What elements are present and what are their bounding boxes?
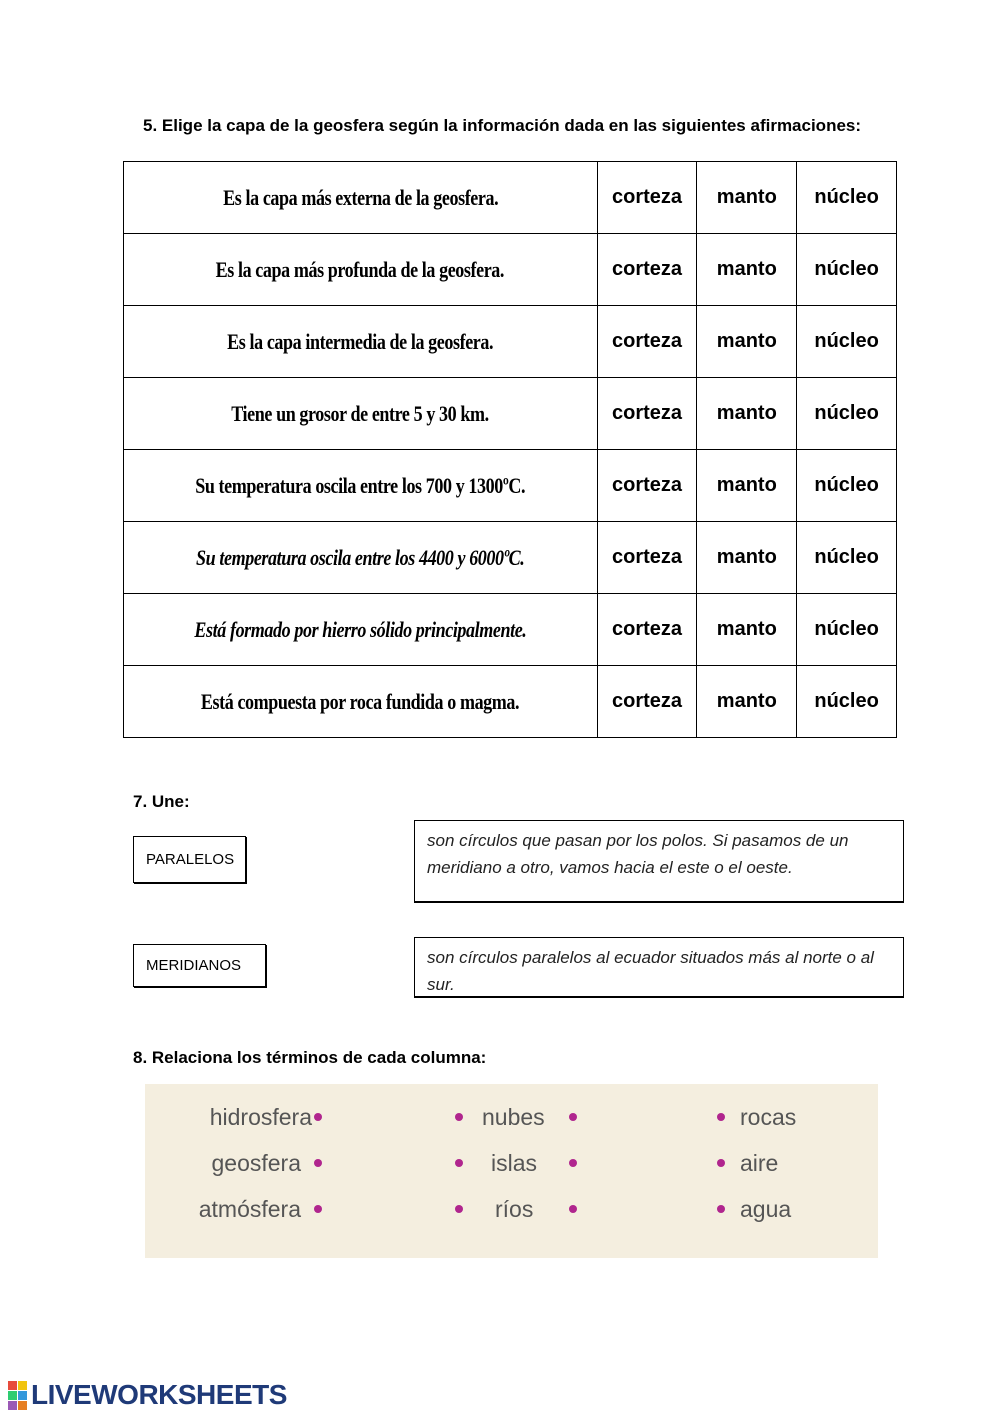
- question-8-title: 8. Relaciona los términos de cada columna:: [133, 1048, 487, 1067]
- layer-row: [124, 666, 897, 738]
- col2-word: islas: [491, 1150, 538, 1176]
- col2-word: nubes: [482, 1104, 545, 1130]
- layer-statement: [124, 522, 598, 594]
- option-manto[interactable]: manto: [697, 234, 797, 306]
- col2-left-dot[interactable]: [455, 1205, 463, 1213]
- option-manto[interactable]: manto: [697, 594, 797, 666]
- option-nucleo[interactable]: núcleo: [797, 594, 897, 666]
- layer-statement-text: Su temperatura oscila entre los 700 y 1300ºC.: [195, 472, 526, 498]
- layer-statement-text: Está formado por hierro sólido principalmente.: [194, 616, 527, 642]
- layer-statement-text: Es la capa intermedia de la geosfera.: [227, 328, 494, 354]
- col2-right-dot[interactable]: [569, 1205, 577, 1213]
- col2-right-dot[interactable]: [569, 1159, 577, 1167]
- definition-meridianos[interactable]: son círculos que pasan por los polos. Si pasamos de un meridiano a otro, vamos hacia el este o el oeste.: [414, 820, 904, 902]
- question-5-title: 5. Elige la capa de la geosfera según la información dada en las siguientes afirmaciones:: [143, 116, 862, 135]
- layer-row: [124, 234, 897, 306]
- layer-row: [124, 378, 897, 450]
- liveworksheets-logo-text: LIVEWORKSHEETS: [31, 1379, 287, 1410]
- col3-dot[interactable]: [717, 1205, 725, 1213]
- option-nucleo[interactable]: núcleo: [797, 234, 897, 306]
- option-manto[interactable]: manto: [697, 450, 797, 522]
- col3-dot[interactable]: [717, 1113, 725, 1121]
- layer-row: [124, 594, 897, 666]
- col3-dot[interactable]: [717, 1159, 725, 1167]
- layer-row: [124, 162, 897, 234]
- liveworksheets-logo: [8, 1380, 287, 1410]
- option-corteza[interactable]: corteza: [597, 594, 697, 666]
- col3-word: rocas: [740, 1104, 797, 1130]
- option-corteza[interactable]: corteza: [597, 306, 697, 378]
- layer-statement: [124, 450, 598, 522]
- option-manto[interactable]: manto: [697, 378, 797, 450]
- definition-paralelos[interactable]: son círculos paralelos al ecuador situados más al norte o al sur.: [414, 937, 904, 997]
- col2-left-dot[interactable]: [455, 1113, 463, 1121]
- option-nucleo[interactable]: núcleo: [797, 666, 897, 738]
- layer-statement-text: Tiene un grosor de entre 5 y 30 km.: [231, 400, 490, 426]
- option-manto[interactable]: manto: [697, 522, 797, 594]
- liveworksheets-logo-icon: [8, 1381, 27, 1410]
- layer-statement: [124, 306, 598, 378]
- relate-columns-panel: [145, 1084, 878, 1258]
- col2-word: ríos: [495, 1196, 534, 1222]
- col3-word: agua: [740, 1196, 792, 1222]
- col1-word: hidrosfera: [209, 1104, 312, 1130]
- layer-statement-text: Está compuesta por roca fundida o magma.: [201, 688, 520, 714]
- option-nucleo[interactable]: núcleo: [797, 522, 897, 594]
- layer-row: [124, 306, 897, 378]
- option-corteza[interactable]: corteza: [597, 162, 697, 234]
- col2-right-dot[interactable]: [569, 1113, 577, 1121]
- option-corteza[interactable]: corteza: [597, 666, 697, 738]
- col3-word: aire: [740, 1150, 779, 1176]
- layer-statement: [124, 378, 598, 450]
- layer-statement: [124, 594, 598, 666]
- option-nucleo[interactable]: núcleo: [797, 450, 897, 522]
- col2-left-dot[interactable]: [455, 1159, 463, 1167]
- option-corteza[interactable]: corteza: [597, 522, 697, 594]
- col1-word: geosfera: [211, 1150, 301, 1176]
- layer-statement: [124, 234, 598, 306]
- option-manto[interactable]: manto: [697, 306, 797, 378]
- option-corteza[interactable]: corteza: [597, 378, 697, 450]
- option-corteza[interactable]: corteza: [597, 234, 697, 306]
- option-corteza[interactable]: corteza: [597, 450, 697, 522]
- col1-dot[interactable]: [314, 1205, 322, 1213]
- question-7-title: 7. Une:: [133, 792, 190, 811]
- layer-statement-text: Su temperatura oscila entre los 4400 y 6000ºC.: [196, 544, 525, 570]
- col1-dot[interactable]: [314, 1159, 322, 1167]
- col1-word: atmósfera: [198, 1196, 301, 1222]
- geosphere-layers-table: [123, 161, 897, 738]
- layer-statement-text: Es la capa más profunda de la geosfera.: [216, 256, 505, 282]
- layer-row: [124, 450, 897, 522]
- option-manto[interactable]: manto: [697, 162, 797, 234]
- layer-statement: [124, 162, 598, 234]
- term-meridianos[interactable]: MERIDIANOS: [133, 944, 266, 987]
- layer-statement-text: Es la capa más externa de la geosfera.: [222, 184, 498, 210]
- term-paralelos[interactable]: PARALELOS: [133, 836, 246, 883]
- option-nucleo[interactable]: núcleo: [797, 162, 897, 234]
- layer-statement: [124, 666, 598, 738]
- col1-dot[interactable]: [314, 1113, 322, 1121]
- option-manto[interactable]: manto: [697, 666, 797, 738]
- option-nucleo[interactable]: núcleo: [797, 378, 897, 450]
- option-nucleo[interactable]: núcleo: [797, 306, 897, 378]
- layer-row: [124, 522, 897, 594]
